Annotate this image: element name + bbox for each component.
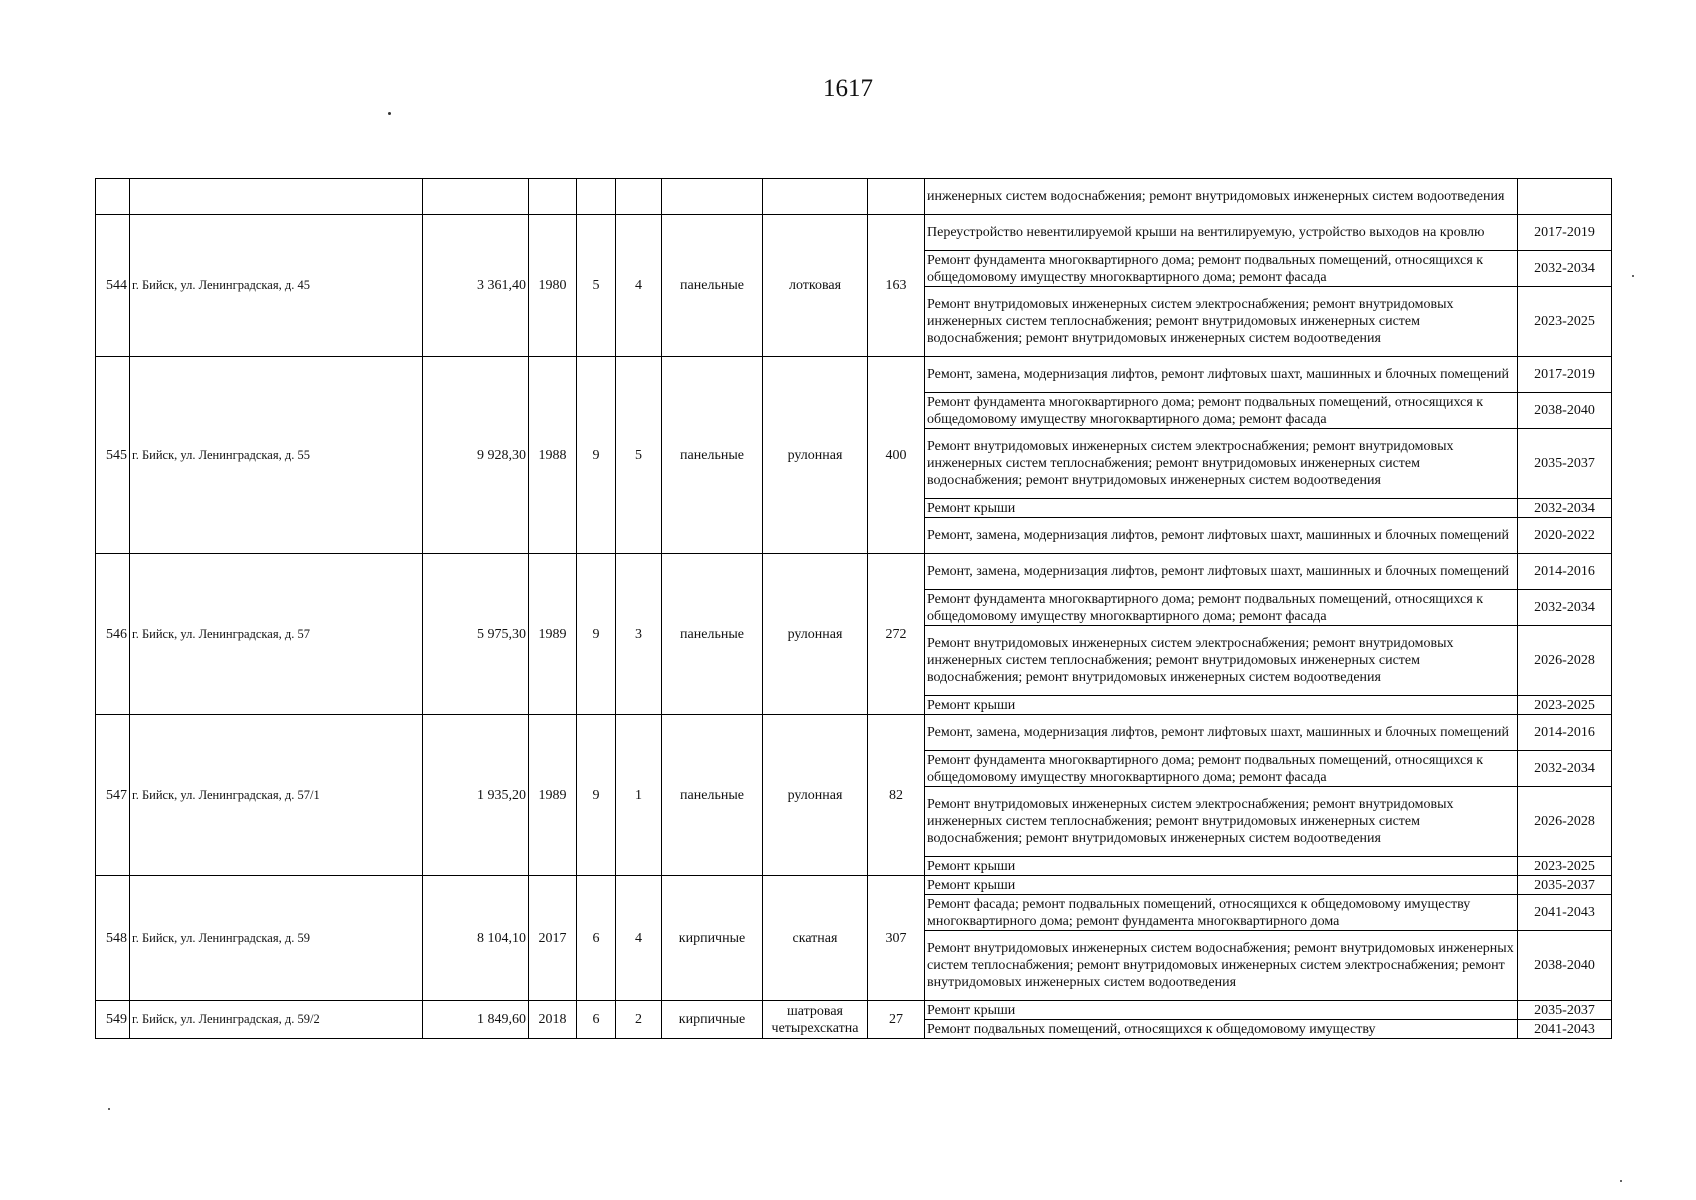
- cell-work: Ремонт фундамента многоквартирного дома; ремонт подвальных помещений, относящихся к общедомовому имуществу многоквартирного дома; ремонт фасада: [925, 751, 1518, 787]
- cell-num: 549: [96, 1001, 130, 1039]
- cell-num: 545: [96, 357, 130, 554]
- cell-address: г. Бийск, ул. Ленинградская, д. 59/2: [130, 1001, 423, 1039]
- cell-roof: шатровая четырехскатна: [763, 1001, 868, 1039]
- cell-residents: 27: [868, 1001, 925, 1039]
- cell-residents: 82: [868, 715, 925, 876]
- cell-entrances: [616, 179, 662, 215]
- cell-address: г. Бийск, ул. Ленинградская, д. 57: [130, 554, 423, 715]
- cell-period: 2017-2019: [1518, 215, 1612, 251]
- cell-work: Ремонт фасада; ремонт подвальных помещений, относящихся к общедомовому имуществу многоквартирного дома; ремонт фундамента многоквартирного дома: [925, 895, 1518, 931]
- cell-period: 2020-2022: [1518, 518, 1612, 554]
- cell-residents: [868, 179, 925, 215]
- cell-address: г. Бийск, ул. Ленинградская, д. 59: [130, 876, 423, 1001]
- cell-area: 1 849,60: [423, 1001, 529, 1039]
- cell-entrances: 4: [616, 215, 662, 357]
- cell-residents: 163: [868, 215, 925, 357]
- cell-area: 5 975,30: [423, 554, 529, 715]
- cell-year: 1980: [529, 215, 577, 357]
- cell-work: Ремонт крыши: [925, 857, 1518, 876]
- cell-entrances: 1: [616, 715, 662, 876]
- cell-work: Ремонт подвальных помещений, относящихся к общедомовому имуществу: [925, 1020, 1518, 1039]
- cell-work: Ремонт крыши: [925, 696, 1518, 715]
- cell-period: 2038-2040: [1518, 393, 1612, 429]
- cell-period: 2023-2025: [1518, 287, 1612, 357]
- table-row: [96, 715, 1612, 751]
- cell-work: Ремонт внутридомовых инженерных систем электроснабжения; ремонт внутридомовых инженерных систем теплоснабжения; ремонт внутридомовых инженерных систем водоснабжения; ремонт внутридомовых инженерных систем водоотведения: [925, 287, 1518, 357]
- table-row: [96, 876, 1612, 895]
- cell-period: [1518, 179, 1612, 215]
- cell-roof: рулонная: [763, 357, 868, 554]
- cell-area: 3 361,40: [423, 215, 529, 357]
- cell-work: Ремонт внутридомовых инженерных систем электроснабжения; ремонт внутридомовых инженерных систем теплоснабжения; ремонт внутридомовых инженерных систем водоснабжения; ремонт внутридомовых инженерных систем водоотведения: [925, 429, 1518, 499]
- cell-entrances: 3: [616, 554, 662, 715]
- cell-period: 2041-2043: [1518, 895, 1612, 931]
- cell-walls: панельные: [662, 357, 763, 554]
- cell-period: 2032-2034: [1518, 499, 1612, 518]
- scan-speck: [388, 112, 391, 115]
- cell-entrances: 4: [616, 876, 662, 1001]
- cell-entrances: 5: [616, 357, 662, 554]
- cell-num: 544: [96, 215, 130, 357]
- cell-area: [423, 179, 529, 215]
- cell-address: г. Бийск, ул. Ленинградская, д. 55: [130, 357, 423, 554]
- cell-work: Ремонт внутридомовых инженерных систем электроснабжения; ремонт внутридомовых инженерных систем теплоснабжения; ремонт внутридомовых инженерных систем водоснабжения; ремонт внутридомовых инженерных систем водоотведения: [925, 626, 1518, 696]
- cell-roof: [763, 179, 868, 215]
- cell-walls: панельные: [662, 215, 763, 357]
- cell-floors: 9: [577, 357, 616, 554]
- cell-period: 2032-2034: [1518, 590, 1612, 626]
- cell-period: 2035-2037: [1518, 1001, 1612, 1020]
- cell-walls: кирпичные: [662, 1001, 763, 1039]
- cell-roof: скатная: [763, 876, 868, 1001]
- cell-year: [529, 179, 577, 215]
- cell-period: 2023-2025: [1518, 857, 1612, 876]
- scan-speck: [1632, 275, 1634, 277]
- cell-work: Ремонт фундамента многоквартирного дома; ремонт подвальных помещений, относящихся к общедомовому имуществу многоквартирного дома; ремонт фасада: [925, 251, 1518, 287]
- cell-work: Ремонт крыши: [925, 499, 1518, 518]
- cell-residents: 400: [868, 357, 925, 554]
- cell-period: 2014-2016: [1518, 715, 1612, 751]
- cell-num: 546: [96, 554, 130, 715]
- table-row: [96, 215, 1612, 251]
- cell-floors: [577, 179, 616, 215]
- cell-floors: 6: [577, 1001, 616, 1039]
- cell-year: 2017: [529, 876, 577, 1001]
- cell-year: 1989: [529, 554, 577, 715]
- cell-work: Ремонт внутридомовых инженерных систем электроснабжения; ремонт внутридомовых инженерных систем теплоснабжения; ремонт внутридомовых инженерных систем водоснабжения; ремонт внутридомовых инженерных систем водоотведения: [925, 787, 1518, 857]
- cell-work: Ремонт крыши: [925, 1001, 1518, 1020]
- cell-work: Ремонт, замена, модернизация лифтов, ремонт лифтовых шахт, машинных и блочных помещений: [925, 554, 1518, 590]
- cell-period: 2032-2034: [1518, 751, 1612, 787]
- cell-period: 2032-2034: [1518, 251, 1612, 287]
- cell-period: 2035-2037: [1518, 429, 1612, 499]
- cell-walls: кирпичные: [662, 876, 763, 1001]
- cell-period: 2023-2025: [1518, 696, 1612, 715]
- cell-num: [96, 179, 130, 215]
- cell-roof: рулонная: [763, 715, 868, 876]
- cell-period: 2026-2028: [1518, 626, 1612, 696]
- cell-period: 2017-2019: [1518, 357, 1612, 393]
- table-row: [96, 1001, 1612, 1020]
- cell-period: 2041-2043: [1518, 1020, 1612, 1039]
- cell-work: Ремонт, замена, модернизация лифтов, ремонт лифтовых шахт, машинных и блочных помещений: [925, 715, 1518, 751]
- cell-work: Ремонт, замена, модернизация лифтов, ремонт лифтовых шахт, машинных и блочных помещений: [925, 357, 1518, 393]
- cell-period: 2014-2016: [1518, 554, 1612, 590]
- cell-work: Ремонт внутридомовых инженерных систем водоснабжения; ремонт внутридомовых инженерных систем теплоснабжения; ремонт внутридомовых инженерных систем электроснабжения; ремонт внутридомовых инженерных систем водоотведения: [925, 931, 1518, 1001]
- cell-residents: 272: [868, 554, 925, 715]
- cell-floors: 9: [577, 715, 616, 876]
- cell-floors: 9: [577, 554, 616, 715]
- cell-period: 2026-2028: [1518, 787, 1612, 857]
- cell-work: инженерных систем водоснабжения; ремонт внутридомовых инженерных систем водоотведения: [925, 179, 1518, 215]
- cell-period: 2035-2037: [1518, 876, 1612, 895]
- cell-address: г. Бийск, ул. Ленинградская, д. 45: [130, 215, 423, 357]
- cell-year: 1988: [529, 357, 577, 554]
- cell-entrances: 2: [616, 1001, 662, 1039]
- cell-walls: панельные: [662, 554, 763, 715]
- cell-residents: 307: [868, 876, 925, 1001]
- cell-walls: панельные: [662, 715, 763, 876]
- cell-period: 2038-2040: [1518, 931, 1612, 1001]
- scan-speck: [108, 1108, 110, 1110]
- cell-work: Ремонт крыши: [925, 876, 1518, 895]
- cell-address: [130, 179, 423, 215]
- cell-area: 9 928,30: [423, 357, 529, 554]
- scan-speck: [1620, 1180, 1622, 1182]
- cell-work: Ремонт фундамента многоквартирного дома; ремонт подвальных помещений, относящихся к общедомовому имуществу многоквартирного дома; ремонт фасада: [925, 590, 1518, 626]
- cell-work: Ремонт фундамента многоквартирного дома; ремонт подвальных помещений, относящихся к общедомовому имуществу многоквартирного дома; ремонт фасада: [925, 393, 1518, 429]
- cell-floors: 6: [577, 876, 616, 1001]
- cell-address: г. Бийск, ул. Ленинградская, д. 57/1: [130, 715, 423, 876]
- cell-roof: лотковая: [763, 215, 868, 357]
- capital-repair-register-table: [95, 178, 1612, 1039]
- page-number: 1617: [823, 75, 873, 102]
- cell-area: 1 935,20: [423, 715, 529, 876]
- cell-floors: 5: [577, 215, 616, 357]
- cell-work: Переустройство невентилируемой крыши на вентилируемую, устройство выходов на кровлю: [925, 215, 1518, 251]
- cell-year: 1989: [529, 715, 577, 876]
- table-row-carry-over: [96, 179, 1612, 215]
- table-row: [96, 357, 1612, 393]
- cell-num: 548: [96, 876, 130, 1001]
- cell-walls: [662, 179, 763, 215]
- cell-num: 547: [96, 715, 130, 876]
- table-row: [96, 554, 1612, 590]
- cell-work: Ремонт, замена, модернизация лифтов, ремонт лифтовых шахт, машинных и блочных помещений: [925, 518, 1518, 554]
- cell-year: 2018: [529, 1001, 577, 1039]
- cell-area: 8 104,10: [423, 876, 529, 1001]
- cell-roof: рулонная: [763, 554, 868, 715]
